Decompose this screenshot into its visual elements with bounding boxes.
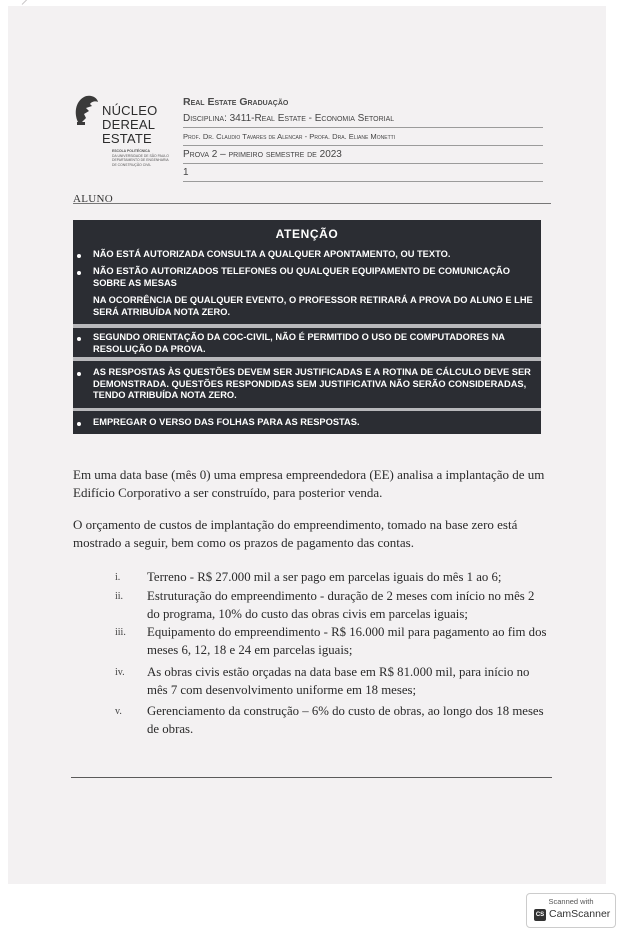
list-item-number: iii. <box>115 627 126 638</box>
logo-wordmark <box>102 104 157 146</box>
bullet-icon <box>77 337 81 341</box>
list-item-number: v. <box>115 706 122 717</box>
list-item-text: As obras civis estão orçadas na data base em R$ 81.000 mil, para início no mês 7 com desenvolvimento uniforme em 18 meses; <box>147 665 530 697</box>
list-item-text: Equipamento do empreendimento - R$ 16.000 mil para pagamento ao fim dos meses 6, 12, 18 e 24 em parcelas iguais; <box>147 625 547 657</box>
attention-band <box>73 357 541 361</box>
attention-rule: NÃO ESTÁ AUTORIZADA CONSULTA A QUALQUER APONTAMENTO, OU TEXTO. <box>93 249 451 259</box>
header-professores: Prof. Dr. Claudio Tavares de Alencar - Profa. Dra. Eliane Monetti <box>183 130 543 146</box>
attention-rule: AS RESPOSTAS ÀS QUESTÕES DEVEM SER JUSTIFICADAS E A ROTINA DE CÁLCULO DEVE SER DEMONSTRADA. QUESTÕES RESPONDIDAS SEM JUSTIFICATIVA NÃO SERÃO CONSIDERADAS, TENDO ATRIBUÍDA NOTA ZERO. <box>93 367 531 400</box>
bullet-icon <box>77 254 81 258</box>
helmet-head-icon <box>72 92 102 130</box>
exam-header <box>183 95 543 184</box>
camscanner-brand: CamScanner <box>549 908 611 920</box>
attention-box <box>73 220 541 434</box>
list-item-text: Terreno - R$ 27.000 mil a ser pago em parcelas iguais do mês 1 ao 6; <box>147 570 502 584</box>
logo-line-2: DEREAL <box>102 117 156 132</box>
bullet-icon <box>77 271 81 275</box>
bullet-icon <box>77 372 81 376</box>
attention-rule: NÃO ESTÃO AUTORIZADOS TELEFONES OU QUALQUER EQUIPAMENTO DE COMUNICAÇÃO SOBRE AS MESAS <box>93 266 510 288</box>
attention-band <box>73 324 541 328</box>
attention-title: ATENÇÃO <box>275 227 339 241</box>
bullet-icon <box>77 422 81 426</box>
page-fold-mark <box>22 0 51 5</box>
camscanner-logo-icon: CS <box>534 909 546 921</box>
logo-inst-line: DA UNIVERSIDADE DE SÃO PAULO <box>112 153 169 158</box>
list-item-number: ii. <box>115 591 124 602</box>
attention-rule: EMPREGAR O VERSO DAS FOLHAS PARA AS RESPOSTAS. <box>93 417 360 427</box>
camscanner-watermark <box>526 893 616 928</box>
logo-line-3: ESTATE <box>102 131 152 146</box>
answer-divider-line <box>71 777 552 778</box>
header-page-number: 1 <box>183 166 543 182</box>
logo-inst-line: DE CONSTRUÇÃO CIVIL <box>112 162 152 167</box>
header-disciplina: Disciplina: 3411-Real Estate - Economia Setorial <box>183 112 543 128</box>
list-item-text: Estruturação do empreendimento - duração de 2 meses com início no mês 2 do programa, 10% do custo das obras civis em parcelas iguais; <box>147 589 535 621</box>
list-item-number: i. <box>115 572 121 583</box>
list-item-number: iv. <box>115 667 125 678</box>
nucleo-real-estate-logo <box>72 92 182 182</box>
aluno-label: ALUNO <box>73 193 113 205</box>
body-paragraph-1: Em uma data base (mês 0) uma empresa empreendedora (EE) analisa a implantação de um Edifício Corporativo a ser construído, para posterior venda. <box>73 467 545 500</box>
logo-inst-line: ESCOLA POLITÉCNICA <box>112 149 150 153</box>
logo-line-1: NÚCLEO <box>102 103 158 118</box>
aluno-field[interactable] <box>73 189 551 204</box>
list-item-text: Gerenciamento da construção – 6% do custo de obras, ao longo dos 18 meses de obras. <box>147 704 544 736</box>
header-prova: Prova 2 – primeiro semestre de 2023 <box>183 148 543 164</box>
logo-institution <box>112 149 182 167</box>
logo-inst-line: DEPARTAMENTO DE ENGENHARIA <box>112 158 169 163</box>
body-paragraph-2: O orçamento de custos de implantação do empreendimento, tomado na base zero está mostrado a seguir, bem como os prazos de pagamento das contas. <box>73 517 518 550</box>
attention-band <box>73 408 541 411</box>
attention-rule: SEGUNDO ORIENTAÇÃO DA COC-CIVIL, NÃO É PERMITIDO O USO DE COMPUTADORES NA RESOLUÇÃO DA PROVA. <box>93 332 505 354</box>
attention-rule: NA OCORRÊNCIA DE QUALQUER EVENTO, O PROFESSOR RETIRARÁ A PROVA DO ALUNO E LHE SERÁ ATRIBUÍDA NOTA ZERO. <box>93 295 533 317</box>
header-title: Real Estate Graduação <box>183 96 289 108</box>
scanned-with-label: Scanned with <box>548 897 594 906</box>
